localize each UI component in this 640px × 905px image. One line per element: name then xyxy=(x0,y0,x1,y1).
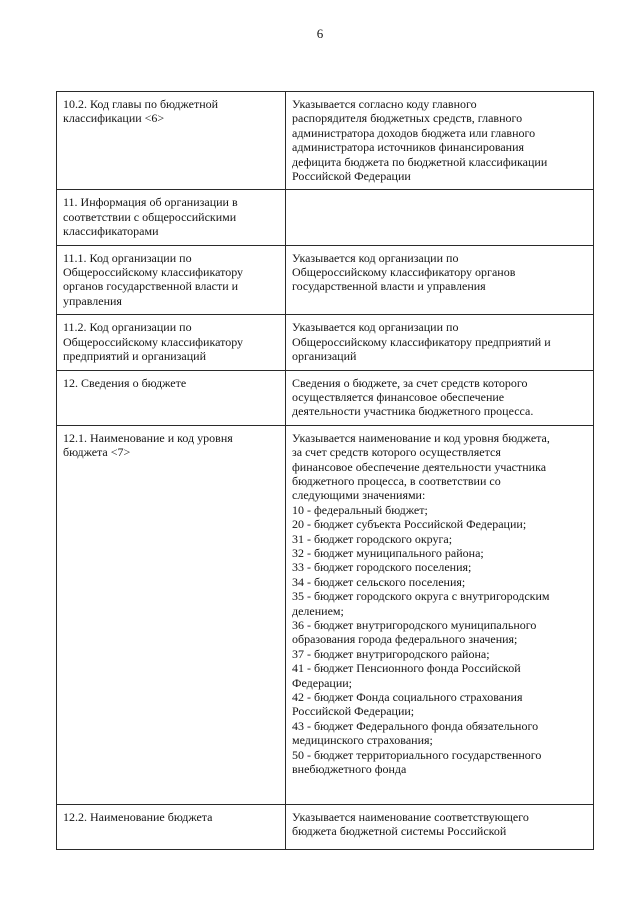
description-text: государственной власти и управления xyxy=(292,279,486,294)
table-row xyxy=(57,92,594,190)
budget-level-item: 37 - бюджет внутригородского района; xyxy=(292,646,490,661)
table-row xyxy=(57,190,594,245)
budget-level-item: 50 - бюджет территориального государственного xyxy=(292,747,542,762)
description-cell xyxy=(286,245,594,315)
field-text: бюджета <7> xyxy=(63,445,131,460)
budget-level-item: 42 - бюджет Фонда социального страхования xyxy=(292,690,523,705)
field-text: органов государственной власти и xyxy=(63,279,239,294)
table-row xyxy=(57,425,594,804)
description-text: администратора источников финансирования xyxy=(292,140,525,155)
description-cell xyxy=(286,804,594,849)
budget-level-item: образования города федерального значения; xyxy=(292,632,518,647)
description-cell xyxy=(286,425,594,804)
field-cell xyxy=(57,190,286,245)
description-text: администратора доходов бюджета или главного xyxy=(292,125,536,140)
description-text: Указывается согласно коду главного xyxy=(292,97,477,111)
field-text: 11.1. Код организации по xyxy=(63,250,192,265)
budget-level-item: внебюджетного фонда xyxy=(292,762,407,777)
budget-level-item: 34 - бюджет сельского поселения; xyxy=(292,574,466,589)
field-cell xyxy=(57,804,286,849)
budget-level-item: делением; xyxy=(292,603,344,618)
description-text: осуществляется финансовое обеспечение xyxy=(292,389,505,404)
field-cell xyxy=(57,315,286,370)
description-text: бюджетного процесса, в соответствии со xyxy=(292,473,501,488)
field-text: соответствии с общероссийскими xyxy=(63,209,237,224)
budget-level-item: 32 - бюджет муниципального района; xyxy=(292,545,484,560)
page-number: 6 xyxy=(316,26,324,41)
budget-level-item: 10 - федеральный бюджет; xyxy=(292,502,428,517)
description-text: организаций xyxy=(292,349,357,364)
description-cell xyxy=(286,370,594,425)
description-text: Общероссийскому классификатору органов xyxy=(292,265,516,280)
description-text: Указывается наименование соответствующего xyxy=(292,809,529,824)
description-cell xyxy=(286,315,594,370)
description-text: Указывается код организации по xyxy=(292,320,459,335)
budget-level-item: 43 - бюджет Федерального фонда обязательного xyxy=(292,718,539,733)
budget-level-item: 33 - бюджет городского поселения; xyxy=(292,560,472,575)
field-cell xyxy=(57,370,286,425)
description-text: финансовое обеспечение деятельности участника xyxy=(292,459,547,474)
field-text: 12.1. Наименование и код уровня xyxy=(63,430,233,445)
table-row xyxy=(57,370,594,425)
field-text: 12. Сведения о бюджете xyxy=(63,375,187,390)
description-text: за счет средств которого осуществляется xyxy=(292,445,501,460)
field-text: предприятий и организаций xyxy=(63,349,206,364)
budget-level-item: Федерации; xyxy=(292,675,353,690)
description-text: Указывается код организации по xyxy=(292,250,459,265)
field-text: управления xyxy=(63,293,122,308)
description-text: деятельности участника бюджетного процесса. xyxy=(292,404,534,419)
description-text: Общероссийскому классификатору предприятий и xyxy=(292,334,551,349)
description-text: Указывается наименование и код уровня бюджета, xyxy=(292,430,550,445)
description-text: дефицита бюджета по бюджетной классификации xyxy=(292,154,548,169)
budget-level-item: медицинского страхования; xyxy=(292,733,433,748)
description-text: Сведения о бюджете, за счет средств которого xyxy=(292,375,528,390)
field-text: Общероссийскому классификатору xyxy=(63,265,244,280)
requisites-table xyxy=(56,91,594,850)
table-row xyxy=(57,804,594,849)
table-row xyxy=(57,315,594,370)
budget-level-item: 31 - бюджет городского округа; xyxy=(292,531,453,546)
budget-level-item: 35 - бюджет городского округа с внутригородским xyxy=(292,589,550,604)
field-text: 10.2. Код главы по бюджетной xyxy=(63,97,219,111)
description-text: распорядителя бюджетных средств, главного xyxy=(292,111,523,126)
field-text: классификации <6> xyxy=(63,111,165,126)
field-text: 11. Информация об организации в xyxy=(63,195,238,210)
description-cell xyxy=(286,92,594,190)
budget-level-item: 41 - бюджет Пенсионного фонда Российской xyxy=(292,661,521,676)
field-cell xyxy=(57,92,286,190)
field-text: 11.2. Код организации по xyxy=(63,320,192,335)
field-text: 12.2. Наименование бюджета xyxy=(63,809,213,824)
table-row xyxy=(57,245,594,315)
field-cell xyxy=(57,245,286,315)
description-cell-empty xyxy=(286,190,594,245)
description-text: бюджета бюджетной системы Российской xyxy=(292,824,507,839)
budget-level-item: Российской Федерации; xyxy=(292,704,415,719)
description-text: Российской Федерации xyxy=(292,169,411,184)
field-text: классификаторами xyxy=(63,224,159,239)
budget-level-item: 20 - бюджет субъекта Российской Федерации; xyxy=(292,517,527,532)
field-text: Общероссийскому классификатору xyxy=(63,334,244,349)
description-text: следующими значениями: xyxy=(292,488,426,503)
budget-level-item: 36 - бюджет внутригородского муниципального xyxy=(292,618,537,632)
field-cell xyxy=(57,425,286,804)
